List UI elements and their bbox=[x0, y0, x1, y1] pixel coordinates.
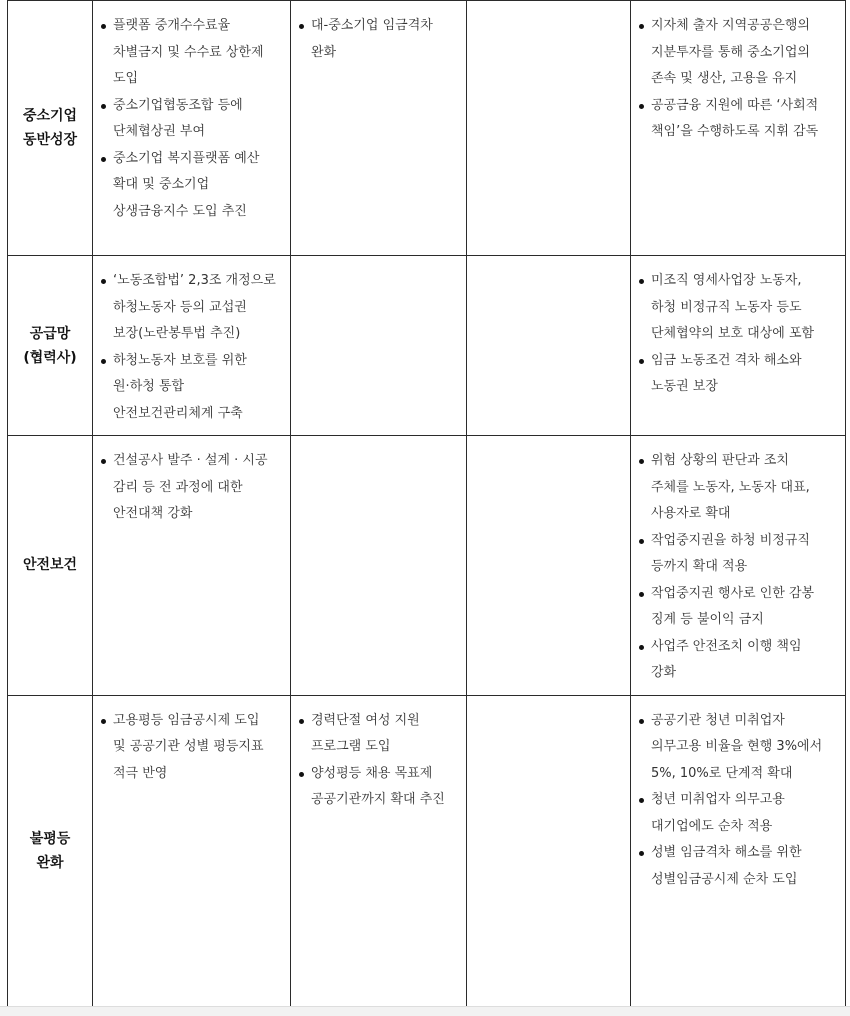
row-category-label: 안전보건 bbox=[22, 557, 78, 574]
list-item: 하청노동자 보호를 위한 원·하청 통합 안전보건관리체계 구축 bbox=[113, 348, 282, 428]
list-item: 양성평등 채용 목표제 공공기관까지 확대 추진 bbox=[311, 761, 458, 814]
table-cell-col3 bbox=[467, 256, 631, 436]
list-item: 대-중소기업 임금격차 완화 bbox=[311, 13, 458, 66]
table-row bbox=[8, 695, 846, 1007]
bullet-list bbox=[631, 696, 845, 902]
bullet-list bbox=[291, 1, 466, 74]
table-cell-col1 bbox=[93, 436, 291, 696]
list-item: 고용평등 임금공시제 도입 및 공공기관 성별 평등지표 적극 반영 bbox=[113, 708, 282, 788]
list-item: 중소기업협동조합 등에 단체협상권 부여 bbox=[113, 93, 282, 146]
table-cell-col2 bbox=[291, 695, 467, 1007]
bullet-list bbox=[93, 436, 290, 536]
list-item: 미조직 영세사업장 노동자, 하청 비정규직 노동자 등도 단체협약의 보호 대상에 포함 bbox=[651, 268, 837, 348]
list-item: 작업중지권 행사로 인한 감봉 징계 등 불이익 금지 bbox=[651, 581, 837, 634]
list-item: 공공금융 지원에 따른 ‘사회적 책임’을 수행하도록 지휘 감독 bbox=[651, 93, 837, 146]
list-item: 중소기업 복지플랫폼 예산 확대 및 중소기업 상생금융지수 도입 추진 bbox=[113, 146, 282, 226]
table-row bbox=[8, 256, 846, 436]
list-item: ‘노동조합법’ 2,3조 개정으로 하청노동자 등의 교섭권 보장(노란봉투법 추진) bbox=[113, 268, 282, 348]
table-cell-col2 bbox=[291, 256, 467, 436]
bullet-list bbox=[631, 1, 845, 154]
list-item: 임금 노동조건 격차 해소와 노동권 보장 bbox=[651, 348, 837, 401]
list-item: 지자체 출자 지역공공은행의 지분투자를 통해 중소기업의 존속 및 생산, 고용을 유지 bbox=[651, 13, 837, 93]
table-row bbox=[8, 1, 846, 256]
table-cell-col1 bbox=[93, 256, 291, 436]
table-cell-col1 bbox=[93, 1, 291, 256]
table-cell-col3 bbox=[467, 1, 631, 256]
list-item: 사업주 안전조치 이행 책임 강화 bbox=[651, 634, 837, 687]
bullet-list bbox=[631, 436, 845, 695]
bullet-list bbox=[291, 696, 466, 822]
bullet-list bbox=[93, 696, 290, 796]
list-item: 건설공사 발주 · 설계 · 시공 감리 등 전 과정에 대한 안전대책 강화 bbox=[113, 448, 282, 528]
table-cell-col1 bbox=[93, 695, 291, 1007]
row-category-cell bbox=[8, 1, 93, 256]
table-cell-col4 bbox=[631, 1, 846, 256]
bullet-list bbox=[631, 256, 845, 409]
list-item: 작업중지권을 하청 비정규직 등까지 확대 적용 bbox=[651, 528, 837, 581]
table-cell-col4 bbox=[631, 436, 846, 696]
bullet-list bbox=[93, 1, 290, 233]
table-row bbox=[8, 436, 846, 696]
table-cell-col3 bbox=[467, 695, 631, 1007]
policy-table-body bbox=[8, 1, 846, 1008]
table-cell-col4 bbox=[631, 695, 846, 1007]
row-category-cell bbox=[8, 695, 93, 1007]
list-item: 플랫폼 중개수수료율 차별금지 및 수수료 상한제 도입 bbox=[113, 13, 282, 93]
list-item: 청년 미취업자 의무고용 대기업에도 순차 적용 bbox=[651, 787, 837, 840]
row-category-label: 공급망 (협력사) bbox=[23, 325, 77, 366]
policy-table bbox=[7, 0, 846, 1008]
bullet-list bbox=[93, 256, 290, 435]
table-cell-col2 bbox=[291, 1, 467, 256]
table-cell-col3 bbox=[467, 436, 631, 696]
row-category-label: 중소기업 동반성장 bbox=[22, 108, 78, 148]
table-cell-col4 bbox=[631, 256, 846, 436]
list-item: 공공기관 청년 미취업자 의무고용 비율을 현행 3%에서 5%, 10%로 단계적 확대 bbox=[651, 708, 837, 788]
list-item: 성별 임금격차 해소를 위한 성별임금공시제 순차 도입 bbox=[651, 840, 837, 893]
list-item: 경력단절 여성 지원 프로그램 도입 bbox=[311, 708, 458, 761]
row-category-label: 불평등 완화 bbox=[29, 831, 71, 871]
row-category-cell bbox=[8, 436, 93, 696]
list-item: 위험 상황의 판단과 조치 주체를 노동자, 노동자 대표, 사용자로 확대 bbox=[651, 448, 837, 528]
table-cell-col2 bbox=[291, 436, 467, 696]
row-category-cell bbox=[8, 256, 93, 436]
